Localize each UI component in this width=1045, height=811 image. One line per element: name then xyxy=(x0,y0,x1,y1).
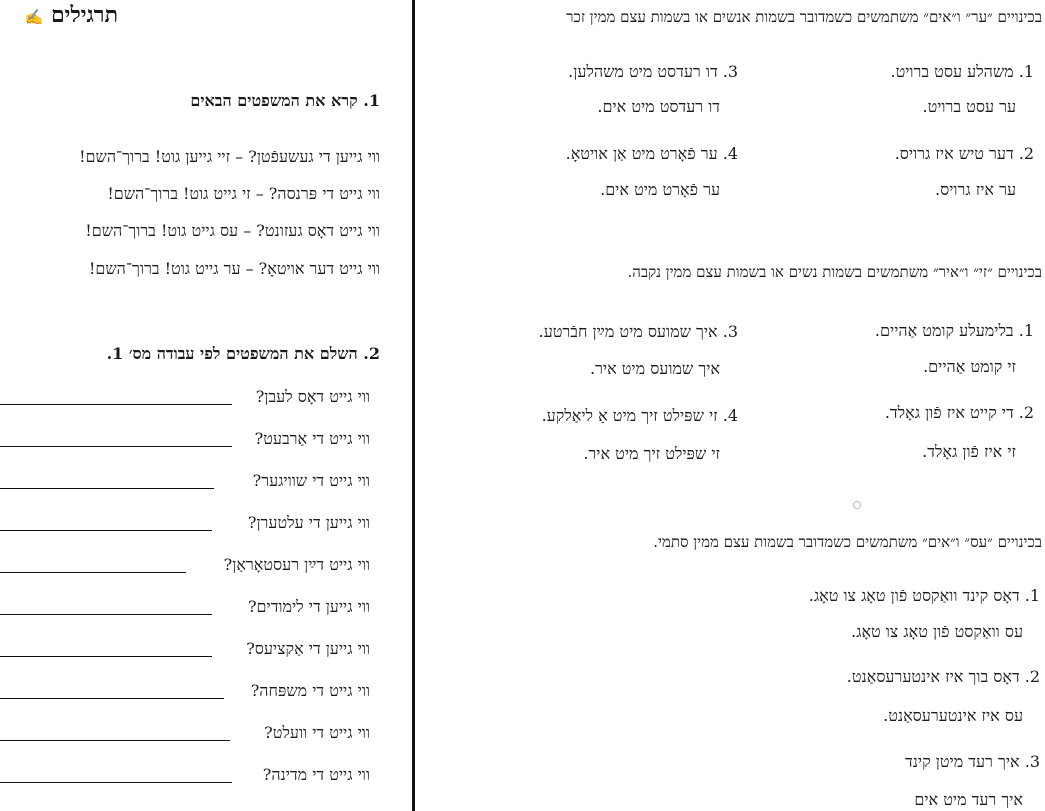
answer-line[interactable] xyxy=(0,656,212,657)
example-pronoun-sentence: דו רעדסט מיט אים. xyxy=(597,97,720,116)
example-pronoun-sentence: איך רעד מיט אים xyxy=(914,790,1023,809)
answer-line[interactable] xyxy=(0,446,232,447)
exercise-1-line: ווי גייט די פּרנסה? – זי גייט גוט! ברוך־השם! xyxy=(107,184,380,203)
exercise-2-question: ווי גייט די מדינה? xyxy=(262,765,370,784)
example-pronoun-sentence: ער עסט ברויט. xyxy=(922,97,1016,116)
column-divider xyxy=(412,0,415,811)
example-pronoun-sentence: זי שפּילט זיך מיט איר. xyxy=(583,444,720,463)
example-sentence: 4. ער פֿאָרט מיט אַן אויטאָ. xyxy=(565,144,738,163)
answer-line[interactable] xyxy=(0,530,212,531)
exercise-2-question: ווי גייט די אַרבעט? xyxy=(254,429,370,448)
scan-speck xyxy=(853,501,861,509)
pencil-icon: ✍ xyxy=(24,8,44,26)
example-pronoun-sentence: איך שמועס מיט איר. xyxy=(589,359,720,378)
example-sentence: 4. זי שפּילט זיך מיט אַ ליאַלקע. xyxy=(541,406,738,425)
exercise-2-question: ווי גייט דײַן רעסטאָראַן? xyxy=(223,555,370,574)
exercise-2-question: ווי גייט די וועלט? xyxy=(264,723,370,742)
answer-line[interactable] xyxy=(0,698,224,699)
exercise-2-question: ווי גייט די משפּחה? xyxy=(250,681,370,700)
answer-line[interactable] xyxy=(0,740,230,741)
example-pronoun-sentence: עס וואַקסט פֿון טאָג צו טאָג. xyxy=(851,622,1023,641)
exercises-title-row xyxy=(25,4,118,26)
answer-line[interactable] xyxy=(0,614,212,615)
example-sentence: 1. משהלע עסט ברויט. xyxy=(890,62,1034,81)
example-sentence: 3. איך שמועס מיט מײַן חבֿרטע. xyxy=(538,322,738,341)
exercise-2-question: ווי גייען די אַקציעס? xyxy=(246,639,370,658)
exercise-2-question: ווי גייט דאָס לעבן? xyxy=(255,387,370,406)
example-sentence: 2. די קייט איז פֿון גאָלד. xyxy=(884,403,1034,422)
answer-line[interactable] xyxy=(0,782,232,783)
example-sentence: 2. דאָס בוך איז אינטערעסאַנט. xyxy=(846,667,1040,686)
example-sentence: 3. איך רעד מיטן קינד xyxy=(905,752,1040,771)
example-pronoun-sentence: ער פֿאָרט מיט אים. xyxy=(600,180,720,199)
exercise-1-line: ווי גייט דאָס געזונט? – עס גייט גוט! ברוך־השם! xyxy=(85,221,380,240)
example-pronoun-sentence: זי איז פֿון גאָלד. xyxy=(922,442,1016,461)
example-pronoun-sentence: זי קומט אַהיים. xyxy=(923,357,1016,376)
exercises-title: תרגילים xyxy=(50,2,118,28)
example-sentence: 2. דער טיש איז גרויס. xyxy=(894,144,1034,163)
answer-line[interactable] xyxy=(0,404,232,405)
example-sentence: 1. דאָס קינד וואַקסט פֿון טאָג צו טאָג. xyxy=(808,586,1040,605)
section-2-intro: בכינויים ״זי״ ו״איר״ משתמשים בשמות נשים או בשמות עצם ממין נקבה. xyxy=(627,263,1042,281)
exercise-1-line: ווי גייען די געשעפֿטן? – זיי גייען גוט! ברוך־השם! xyxy=(79,147,380,166)
example-sentence: 3. דו רעדסט מיט משהלען. xyxy=(568,62,738,81)
exercise-2-question: ווי גייען די לימודים? xyxy=(247,597,370,616)
exercise-1-heading: 1. קרא את המשפטים הבאים xyxy=(190,91,380,110)
example-pronoun-sentence: ער איז גרויס. xyxy=(935,180,1016,199)
exercise-2-question: ווי גייען די עלטערן? xyxy=(247,513,370,532)
example-pronoun-sentence: עס איז אינטערעסאַנט. xyxy=(883,706,1023,725)
answer-line[interactable] xyxy=(0,572,186,573)
exercise-1-line: ווי גייט דער אויטאָ? – ער גייט גוט! ברוך־השם! xyxy=(88,259,380,278)
section-1-intro: בכינויים ״ער״ ו״אים״ משתמשים כשמדובר בשמות אנשים או בשמות עצם ממין זכר xyxy=(566,8,1042,26)
exercise-2-heading: 2. השלם את המשפטים לפי עבודה מס׳ 1. xyxy=(106,344,380,363)
section-3-intro: בכינויים ״עס״ ו״אים״ משתמשים כשמדובר בשמות עצם ממין סתמי. xyxy=(653,533,1042,551)
example-sentence: 1. בלימעלע קומט אַהיים. xyxy=(874,321,1034,340)
answer-line[interactable] xyxy=(0,488,214,489)
exercise-2-question: ווי גייט די שוויגער? xyxy=(252,471,370,490)
